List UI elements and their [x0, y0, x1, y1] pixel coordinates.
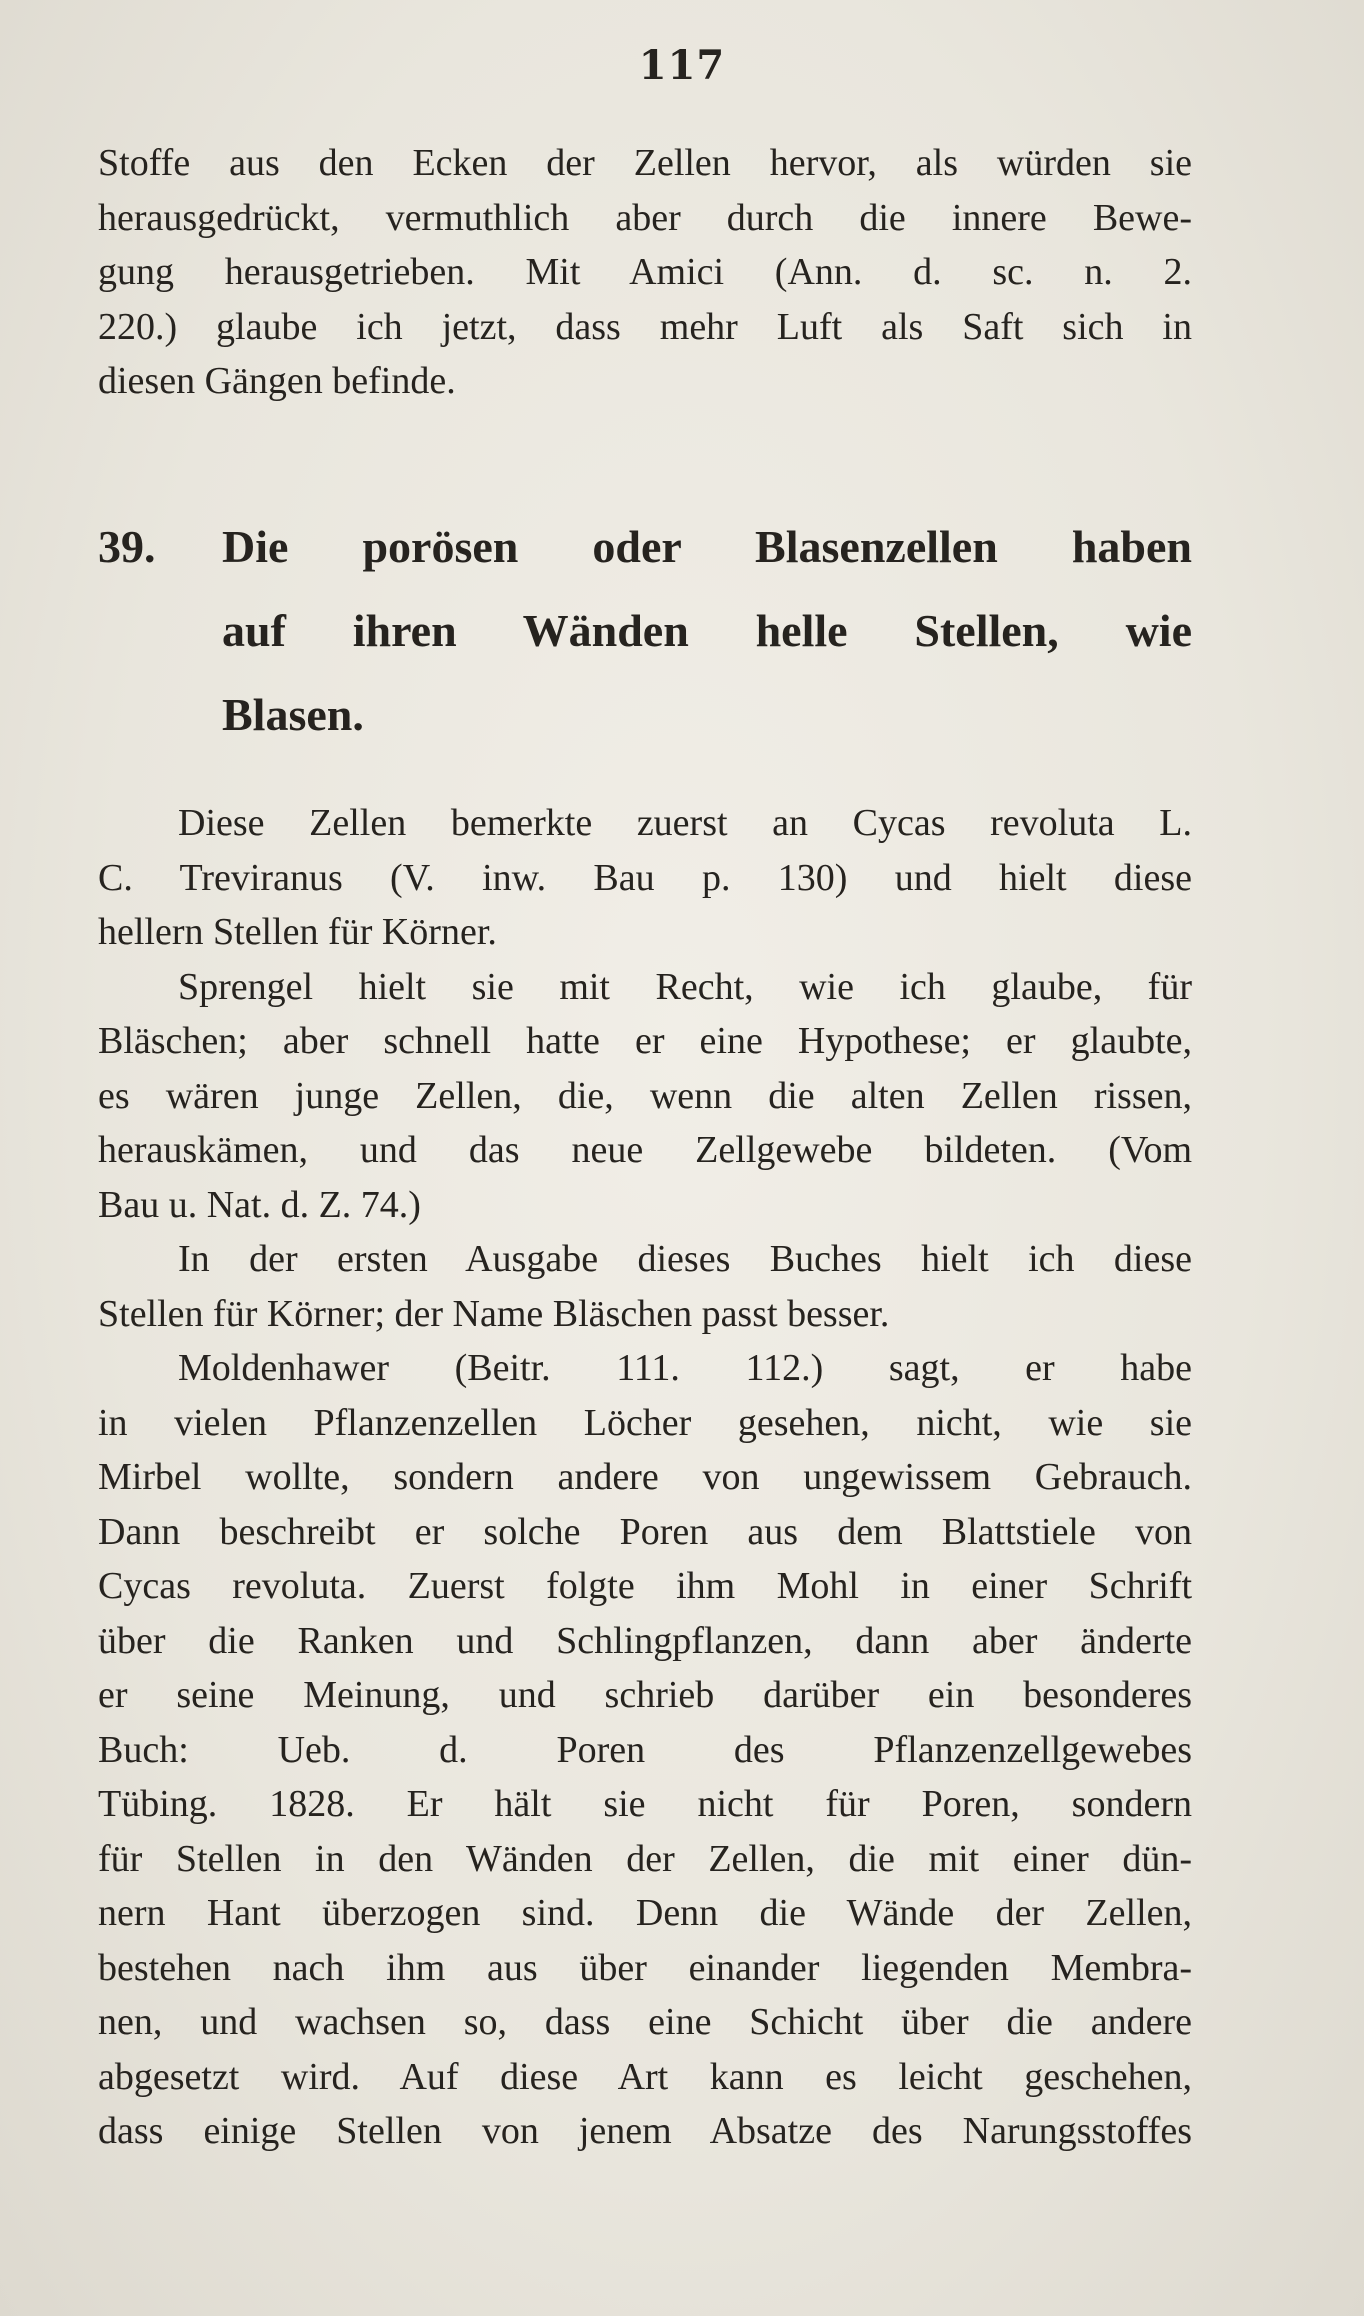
text-line: C. Treviranus (V. inw. Bau p. 130) und hielt diese [98, 856, 1192, 899]
heading-line: auf ihren Wänden helle Stellen, wie [222, 605, 1192, 656]
text-line: 220.) glaube ich jetzt, dass mehr Luft als Saft sich in [98, 305, 1192, 348]
text-line: für Stellen in den Wänden der Zellen, die mit einer dün- [98, 1837, 1192, 1880]
text-line: Diese Zellen bemerkte zuerst an Cycas revoluta L. [178, 802, 1192, 844]
text-line: In der ersten Ausgabe dieses Buches hielt ich diese [178, 1238, 1192, 1280]
text-line: bestehen nach ihm aus über einander liegenden Membra- [98, 1946, 1192, 1989]
text-line: Dann beschreibt er solche Poren aus dem Blattstiele von [98, 1510, 1192, 1553]
text-line: dass einige Stellen von jenem Absatze des Narungsstoffes [98, 2110, 1192, 2152]
text-line: Bau u. Nat. d. Z. 74.) [98, 1183, 421, 1226]
section-heading [98, 505, 1192, 757]
text-line: nern Hant überzogen sind. Denn die Wände der Zellen, [98, 1892, 1192, 1934]
heading-line: Blasen. [222, 689, 364, 740]
text-line: Stellen für Körner; der Name Bläschen passt besser. [98, 1292, 890, 1335]
text-line: Mirbel wollte, sondern andere von ungewissem Gebrauch. [98, 1456, 1192, 1498]
text-line: nen, und wachsen so, dass eine Schicht über die andere [98, 2001, 1192, 2043]
text-line: Cycas revoluta. Zuerst folgte ihm Mohl in einer Schrift [98, 1565, 1192, 1607]
text-line: er seine Meinung, und schrieb darüber ein besonderes [98, 1674, 1192, 1716]
text-line: über die Ranken und Schlingpflanzen, dann aber änderte [98, 1619, 1192, 1662]
text-line: in vielen Pflanzenzellen Löcher gesehen, nicht, wie sie [98, 1401, 1192, 1444]
text-line: Bläschen; aber schnell hatte er eine Hypothese; er glaubte, [98, 1020, 1192, 1062]
text-line: herausgedrückt, vermuthlich aber durch die innere Bewe- [98, 196, 1192, 239]
text-line: Tübing. 1828. Er hält sie nicht für Poren, sondern [98, 1783, 1192, 1825]
heading-text: Die porösen oder Blasenzellen haben [222, 521, 1192, 572]
text-line: Stoffe aus den Ecken der Zellen hervor, als würden sie [98, 142, 1192, 184]
page-number: 117 [638, 42, 726, 89]
heading-line [98, 505, 1192, 589]
text-line: Buch: Ueb. d. Poren des Pflanzenzellgewebes [98, 1728, 1192, 1771]
text-line: hellern Stellen für Körner. [98, 911, 497, 953]
section-body [98, 796, 1192, 2159]
text-line: gung herausgetrieben. Mit Amici (Ann. d. sc. n. 2. [98, 251, 1192, 293]
text-line: herauskämen, und das neue Zellgewebe bildeten. (Vom [98, 1129, 1192, 1171]
section-number: 39. [98, 521, 156, 572]
text-line: Sprengel hielt sie mit Recht, wie ich glaube, für [178, 965, 1192, 1008]
text-line: diesen Gängen befinde. [98, 360, 456, 402]
text-line: Moldenhawer (Beitr. 111. 112.) sagt, er habe [178, 1347, 1192, 1389]
text-line: es wären junge Zellen, die, wenn die alten Zellen rissen, [98, 1074, 1192, 1117]
text-line: abgesetzt wird. Auf diese Art kann es leicht geschehen, [98, 2055, 1192, 2098]
top-paragraph [98, 136, 1192, 409]
